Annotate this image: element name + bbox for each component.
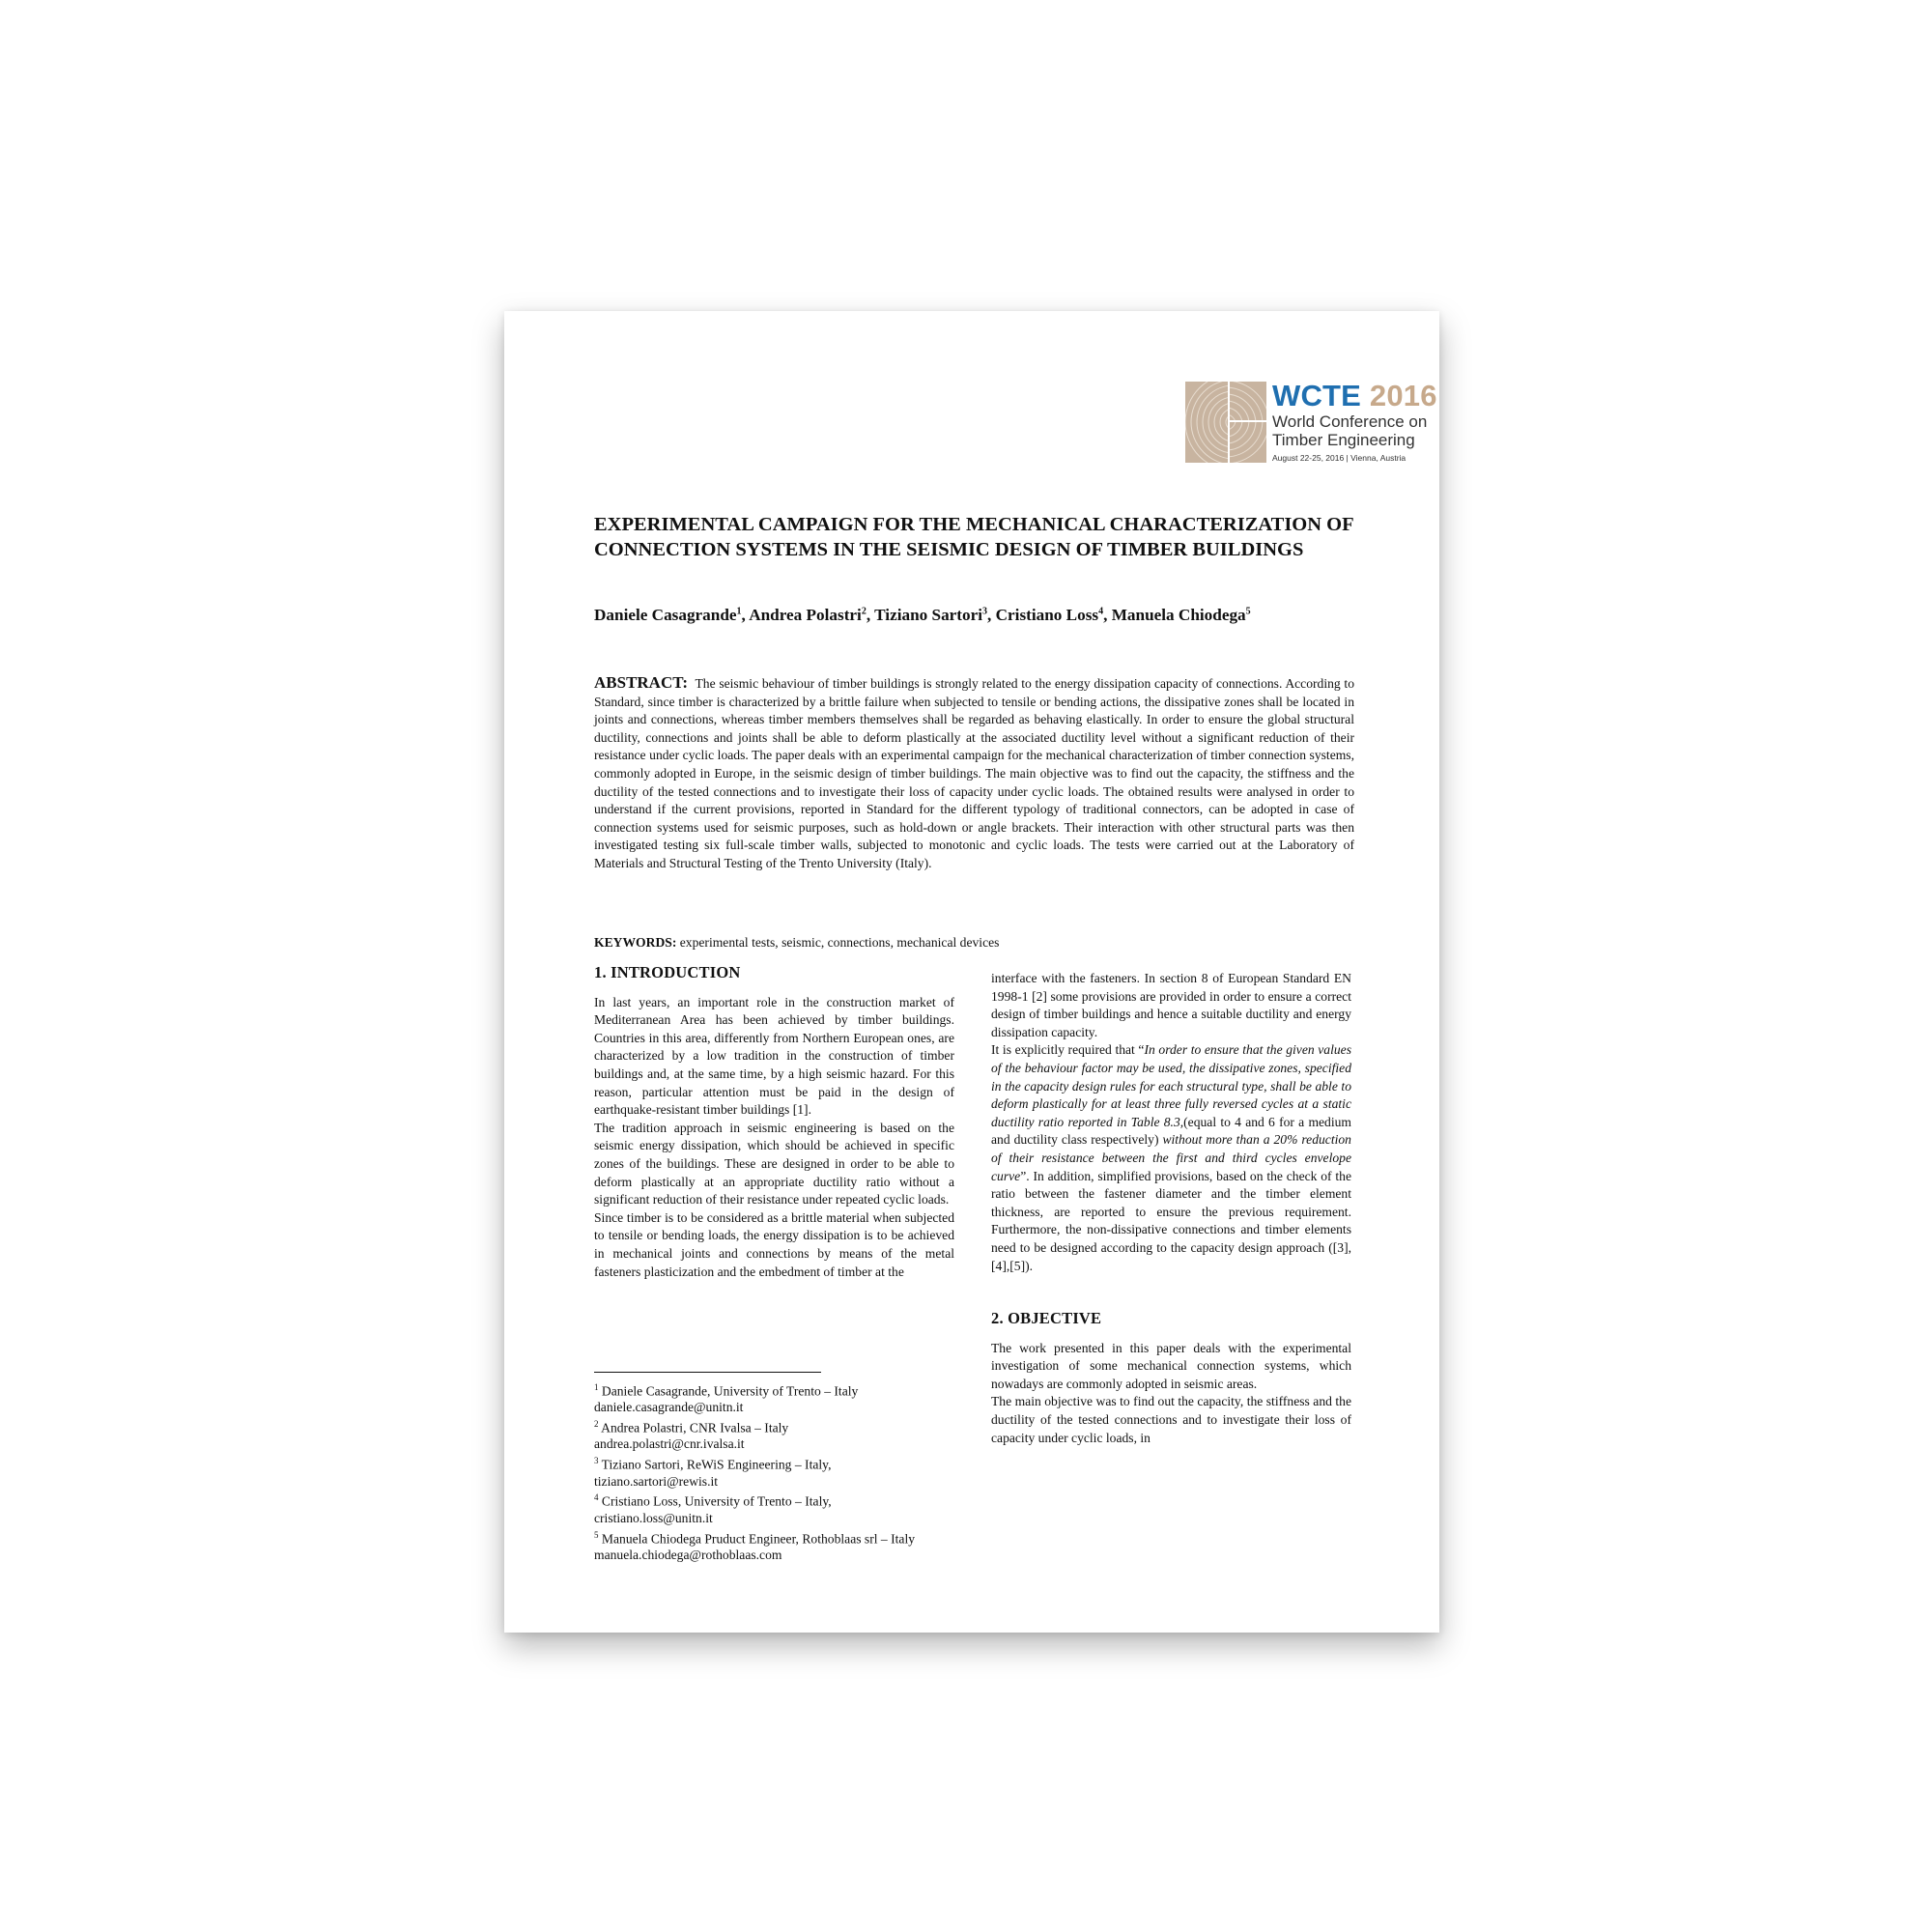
- author-name: Tiziano Sartori: [874, 606, 983, 624]
- intro-paragraph-3: Since timber is to be considered as a brittle material when subjected to tensile or bending loads, the energy dissipation is to be achieved in mechanical joints and connections by means of the metal fasteners plasticization and the embedment of timber at the: [594, 1209, 954, 1279]
- author-name: Cristiano Loss: [995, 606, 1099, 624]
- quote-lead: It is explicitly required that “: [991, 1042, 1145, 1058]
- abstract-heading: ABSTRACT:: [594, 673, 688, 692]
- footnote-divider: [594, 1372, 821, 1373]
- footnote-mark: 3: [594, 1456, 599, 1466]
- footnote-mark: 2: [594, 1419, 599, 1430]
- author-name: Manuela Chiodega: [1111, 606, 1246, 624]
- quote-plain: (equal to 4 and 6 for a medium and ductility class respectively): [991, 1114, 1352, 1148]
- quote-italic-1: In order to ensure that the given values of the behaviour factor may be used, the dissipative zones, specified in the capacity design rules for each structural type, shall be able to deform plastically for at least three fully reversed cycles at a static ductility ratio reported in Table 8.3,: [991, 1042, 1351, 1129]
- footnote-affiliation: Tiziano Sartori, ReWiS Engineering – Italy,: [598, 1457, 832, 1472]
- quote-italic-2: without more than a 20% reduction of their resistance between the first and third cycles envelope curve: [991, 1132, 1351, 1183]
- intro-paragraph-5: [991, 1041, 1351, 1275]
- footnote-email: andrea.polastri@cnr.ivalsa.it: [594, 1436, 745, 1452]
- abstract-text: The seismic behaviour of timber buildings is strongly related to the energy dissipation capacity of connections. According to Standard, since timber is characterized by a brittle failure when subjected to tensile or bending actions, the dissipative zones shall be located in joints and connections, whereas timber members themselves shall be regarded as behaving elastically. In order to ensure the global structural ductility, connections and joints shall be able to deform plastically at the associated ductility level without a significant reduction of their resistance under cyclic loads. The paper deals with an experimental campaign for the mechanical characterization of timber connection systems, commonly adopted in Europe, in the seismic design of timber buildings. The main objective was to find out the capacity, the stiffness and the ductility of the tested connections and to investigate their loss of capacity under cyclic loads. The obtained results were analysed in order to understand if the current provisions, reported in Standard for the different typology of traditional connectors, can be adopted in case of connection systems used for seismic purposes, such as hold-down or angle brackets. Their interaction with other structural parts was then investigated testing six full-scale timber walls, subjected to monotonic and cyclic loads. The tests were carried out at the Laboratory of Materials and Structural Testing of the Trento University (Italy).: [594, 676, 1354, 870]
- footnote-mark: 4: [594, 1492, 599, 1503]
- author-sup: 2: [861, 606, 867, 617]
- footnote-email: tiziano.sartori@rewis.it: [594, 1473, 719, 1489]
- author-sup: 4: [1098, 606, 1104, 617]
- footnote-affiliation: Daniele Casagrande, University of Trento – Italy: [598, 1383, 859, 1399]
- footnote-affiliation: Manuela Chiodega Pruduct Engineer, Rothoblaas srl – Italy: [598, 1531, 916, 1547]
- footnote: [594, 1527, 980, 1564]
- footnotes: [594, 1379, 980, 1564]
- logo-text: [1272, 380, 1437, 463]
- left-column: [594, 964, 954, 1281]
- logo-date: August 22-25, 2016 | Vienna, Austria: [1272, 453, 1406, 463]
- abstract: [594, 674, 1354, 873]
- intro-paragraph-1: In last years, an important role in the construction market of Mediterranean Area has been achieved by timber buildings. Countries in this area, differently from Northern European ones, are characterized by a low tradition in the construction of timber buildings and, at the same time, by a high seismic hazard. For this reason, particular attention must be paid in the design of earthquake-resistant timber buildings [1].: [594, 994, 954, 1118]
- section-heading-introduction: 1. INTRODUCTION: [594, 963, 741, 981]
- intro-paragraph-2: The tradition approach in seismic engineering is based on the seismic energy dissipation, which should be achieved in specific zones of the buildings. These are designed in order to be able to deform plastically at an appropriate ductility ratio without a significant reduction of their resistance under repeated cyclic loads.: [594, 1120, 954, 1208]
- footnote: [594, 1490, 980, 1526]
- keywords-heading: KEYWORDS:: [594, 935, 677, 950]
- right-column: [991, 970, 1351, 1447]
- footnote-mark: 5: [594, 1529, 599, 1540]
- author-sup: 1: [736, 606, 742, 617]
- footnote-affiliation: Andrea Polastri, CNR Ivalsa – Italy: [598, 1420, 789, 1435]
- author-name: Daniele Casagrande: [594, 606, 737, 624]
- footnote-email: cristiano.loss@unitn.it: [594, 1510, 713, 1525]
- logo-acronym: [1272, 380, 1437, 412]
- footnote-email: manuela.chiodega@rothoblaas.com: [594, 1547, 782, 1562]
- author-sup: 3: [982, 606, 988, 617]
- logo-year: 2016: [1369, 379, 1437, 412]
- logo-acronym-text: WCTE: [1272, 379, 1362, 412]
- logo-line-2: Timber Engineering: [1272, 431, 1415, 449]
- footnote-affiliation: Cristiano Loss, University of Trento – Italy,: [598, 1493, 832, 1509]
- conference-logo: [1185, 379, 1446, 469]
- keywords-text: experimental tests, seismic, connections, mechanical devices: [676, 935, 1000, 950]
- quote-tail: ”. In addition, simplified provisions, based on the check of the ratio between the fastener diameter and the timber element thickness, are reported to ensure the previous requirement. Furthermore, the non-dissipative connections and timber elements need to be designed according to the capacity design approach ([3],[4],[5]).: [991, 1168, 1351, 1273]
- wood-tile-top-icon: [1230, 382, 1266, 420]
- author-name: Andrea Polastri: [749, 606, 862, 624]
- keywords: [594, 935, 1354, 951]
- objective-paragraph-1: The work presented in this paper deals with the experimental investigation of some mechanical connection systems, which nowadays are commonly adopted in seismic areas.: [991, 1340, 1351, 1391]
- footnote: [594, 1453, 980, 1490]
- intro-paragraph-4: interface with the fasteners. In section 8 of European Standard EN 1998-1 [2] some provisions are provided in order to ensure a correct design of timber buildings and hence a suitable ductility and energy dissipation capacity.: [991, 971, 1351, 1039]
- logo-line-1: World Conference on: [1272, 412, 1428, 431]
- author-sup: 5: [1245, 606, 1251, 617]
- wood-tile-bottom-icon: [1230, 422, 1266, 463]
- footnote-mark: 1: [594, 1382, 599, 1392]
- footnote-email: daniele.casagrande@unitn.it: [594, 1400, 744, 1415]
- paper-title: EXPERIMENTAL CAMPAIGN FOR THE MECHANICAL CHARACTERIZATION OF CONNECTION SYSTEMS IN THE SEISMIC DESIGN OF TIMBER BUILDINGS: [594, 514, 1353, 560]
- wood-tile-left-icon: [1185, 382, 1228, 463]
- paper-page: [504, 311, 1439, 1633]
- section-heading-objective: 2. OBJECTIVE: [991, 1309, 1102, 1328]
- author-list: Daniele Casagrande$^1$, Andrea Polastri$^2$, Tiziano Sartori$^3$, Cristiano Loss$^4$, Manuela Chiodega$^5$: [594, 606, 1251, 624]
- footnote: [594, 1416, 980, 1453]
- objective-paragraph-2: The main objective was to find out the capacity, the stiffness and the ductility of the tested connections and to investigate their loss of capacity under cyclic loads, in: [991, 1394, 1351, 1445]
- footnote: [594, 1379, 980, 1416]
